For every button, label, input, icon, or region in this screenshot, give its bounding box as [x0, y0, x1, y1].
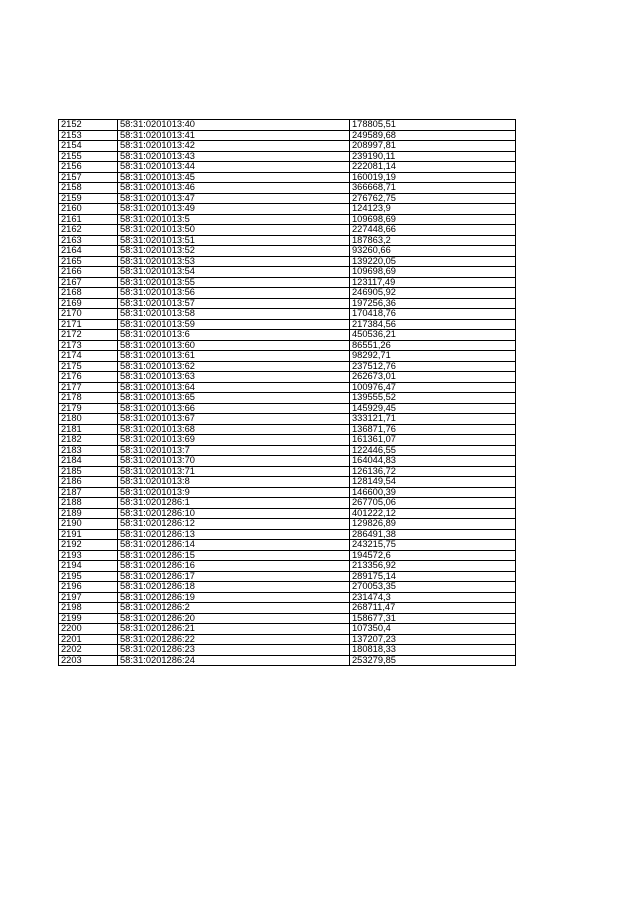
row-number-cell: 2186	[59, 477, 118, 488]
table-row	[59, 435, 516, 446]
row-number-cell: 2199	[59, 613, 118, 624]
row-number-cell: 2183	[59, 445, 118, 456]
cadastral-value-cell: 139220,05	[350, 256, 516, 267]
row-number-cell: 2188	[59, 498, 118, 509]
cadastral-value-cell: 243215,75	[350, 540, 516, 551]
cadastral-value-cell: 178805,51	[350, 120, 516, 131]
cadastral-number-cell: 58:31:0201286:18	[118, 582, 350, 593]
cadastral-value-cell: 93260,66	[350, 246, 516, 257]
cadastral-number-cell: 58:31:0201013:56	[118, 288, 350, 299]
cadastral-number-cell: 58:31:0201013:46	[118, 183, 350, 194]
table-row	[59, 624, 516, 635]
table-row	[59, 372, 516, 383]
row-number-cell: 2172	[59, 330, 118, 341]
cadastral-value-cell: 126136,72	[350, 466, 516, 477]
cadastral-number-cell: 58:31:0201286:10	[118, 508, 350, 519]
cadastral-number-cell: 58:31:0201013:64	[118, 382, 350, 393]
cadastral-value-cell: 401222,12	[350, 508, 516, 519]
row-number-cell: 2170	[59, 309, 118, 320]
cadastral-value-cell: 160019,19	[350, 172, 516, 183]
cadastral-value-cell: 213356,92	[350, 561, 516, 572]
row-number-cell: 2156	[59, 162, 118, 173]
row-number-cell: 2198	[59, 603, 118, 614]
cadastral-number-cell: 58:31:0201013:50	[118, 225, 350, 236]
table-row	[59, 487, 516, 498]
table-row	[59, 456, 516, 467]
cadastral-value-cell: 276762,75	[350, 193, 516, 204]
table-row	[59, 550, 516, 561]
cadastral-value-cell: 237512,76	[350, 361, 516, 372]
cadastral-number-cell: 58:31:0201013:70	[118, 456, 350, 467]
table-row	[59, 214, 516, 225]
row-number-cell: 2192	[59, 540, 118, 551]
cadastral-number-cell: 58:31:0201013:66	[118, 403, 350, 414]
row-number-cell: 2176	[59, 372, 118, 383]
table-row	[59, 582, 516, 593]
cadastral-value-cell: 450536,21	[350, 330, 516, 341]
row-number-cell: 2201	[59, 634, 118, 645]
cadastral-value-cell: 208997,81	[350, 141, 516, 152]
cadastral-value-cell: 161361,07	[350, 435, 516, 446]
table-row	[59, 130, 516, 141]
cadastral-value-cell: 164044,83	[350, 456, 516, 467]
row-number-cell: 2190	[59, 519, 118, 530]
cadastral-value-cell: 333121,71	[350, 414, 516, 425]
table-row	[59, 382, 516, 393]
cadastral-number-cell: 58:31:0201013:61	[118, 351, 350, 362]
row-number-cell: 2158	[59, 183, 118, 194]
cadastral-value-cell: 227448,66	[350, 225, 516, 236]
cadastral-value-cell: 217384,56	[350, 319, 516, 330]
table-row	[59, 561, 516, 572]
table-row	[59, 235, 516, 246]
cadastral-number-cell: 58:31:0201013:60	[118, 340, 350, 351]
cadastral-number-cell: 58:31:0201013:40	[118, 120, 350, 131]
table-row	[59, 613, 516, 624]
cadastral-number-cell: 58:31:0201286:24	[118, 655, 350, 666]
row-number-cell: 2165	[59, 256, 118, 267]
cadastral-number-cell: 58:31:0201013:49	[118, 204, 350, 215]
cadastral-number-cell: 58:31:0201286:2	[118, 603, 350, 614]
cadastral-number-cell: 58:31:0201013:57	[118, 298, 350, 309]
table-row	[59, 592, 516, 603]
cadastral-number-cell: 58:31:0201286:15	[118, 550, 350, 561]
cadastral-number-cell: 58:31:0201286:17	[118, 571, 350, 582]
table-row	[59, 309, 516, 320]
table-row	[59, 246, 516, 257]
row-number-cell: 2160	[59, 204, 118, 215]
table-row	[59, 120, 516, 131]
row-number-cell: 2193	[59, 550, 118, 561]
cadastral-number-cell: 58:31:0201286:12	[118, 519, 350, 530]
cadastral-value-cell: 137207,23	[350, 634, 516, 645]
cadastral-value-cell: 197256,36	[350, 298, 516, 309]
cadastral-number-cell: 58:31:0201013:51	[118, 235, 350, 246]
cadastral-value-cell: 146600,39	[350, 487, 516, 498]
row-number-cell: 2182	[59, 435, 118, 446]
row-number-cell: 2164	[59, 246, 118, 257]
cadastral-number-cell: 58:31:0201013:44	[118, 162, 350, 173]
cadastral-number-cell: 58:31:0201013:69	[118, 435, 350, 446]
table-row	[59, 571, 516, 582]
row-number-cell: 2175	[59, 361, 118, 372]
cadastral-number-cell: 58:31:0201013:59	[118, 319, 350, 330]
row-number-cell: 2169	[59, 298, 118, 309]
cadastral-value-cell: 289175,14	[350, 571, 516, 582]
cadastral-value-cell: 231474,3	[350, 592, 516, 603]
row-number-cell: 2177	[59, 382, 118, 393]
cadastral-value-cell: 109698,69	[350, 214, 516, 225]
cadastral-value-cell: 268711,47	[350, 603, 516, 614]
row-number-cell: 2187	[59, 487, 118, 498]
cadastral-number-cell: 58:31:0201013:47	[118, 193, 350, 204]
table-row	[59, 645, 516, 656]
table-row	[59, 477, 516, 488]
cadastral-value-cell: 124123,9	[350, 204, 516, 215]
cadastral-value-cell: 107350,4	[350, 624, 516, 635]
cadastral-number-cell: 58:31:0201286:1	[118, 498, 350, 509]
table-row	[59, 256, 516, 267]
table-row	[59, 519, 516, 530]
table-row	[59, 603, 516, 614]
table-row	[59, 162, 516, 173]
cadastral-number-cell: 58:31:0201013:65	[118, 393, 350, 404]
row-number-cell: 2152	[59, 120, 118, 131]
row-number-cell: 2181	[59, 424, 118, 435]
table-row	[59, 540, 516, 551]
table-row	[59, 445, 516, 456]
row-number-cell: 2157	[59, 172, 118, 183]
table-row	[59, 288, 516, 299]
table-body	[59, 120, 516, 666]
cadastral-number-cell: 58:31:0201013:55	[118, 277, 350, 288]
cadastral-value-cell: 267705,06	[350, 498, 516, 509]
table-row	[59, 424, 516, 435]
cadastral-number-cell: 58:31:0201286:19	[118, 592, 350, 603]
row-number-cell: 2195	[59, 571, 118, 582]
cadastral-number-cell: 58:31:0201013:41	[118, 130, 350, 141]
cadastral-number-cell: 58:31:0201286:13	[118, 529, 350, 540]
cadastral-number-cell: 58:31:0201013:58	[118, 309, 350, 320]
cadastral-value-cell: 246905,92	[350, 288, 516, 299]
row-number-cell: 2191	[59, 529, 118, 540]
table-row	[59, 414, 516, 425]
table-row	[59, 183, 516, 194]
cadastral-number-cell: 58:31:0201013:9	[118, 487, 350, 498]
cadastral-value-cell: 194572,6	[350, 550, 516, 561]
cadastral-number-cell: 58:31:0201013:8	[118, 477, 350, 488]
table-row	[59, 393, 516, 404]
cadastral-number-cell: 58:31:0201013:5	[118, 214, 350, 225]
cadastral-value-cell: 270053,35	[350, 582, 516, 593]
cadastral-value-cell: 128149,54	[350, 477, 516, 488]
cadastral-number-cell: 58:31:0201013:62	[118, 361, 350, 372]
cadastral-value-cell: 286491,38	[350, 529, 516, 540]
cadastral-number-cell: 58:31:0201286:21	[118, 624, 350, 635]
cadastral-number-cell: 58:31:0201013:7	[118, 445, 350, 456]
cadastral-value-cell: 145929,45	[350, 403, 516, 414]
cadastral-number-cell: 58:31:0201286:22	[118, 634, 350, 645]
row-number-cell: 2202	[59, 645, 118, 656]
cadastral-value-cell: 129826,89	[350, 519, 516, 530]
cadastral-value-cell: 122446,55	[350, 445, 516, 456]
cadastral-number-cell: 58:31:0201013:45	[118, 172, 350, 183]
cadastral-value-cell: 239190,11	[350, 151, 516, 162]
row-number-cell: 2154	[59, 141, 118, 152]
row-number-cell: 2200	[59, 624, 118, 635]
table-row	[59, 351, 516, 362]
row-number-cell: 2179	[59, 403, 118, 414]
table-row	[59, 277, 516, 288]
row-number-cell: 2196	[59, 582, 118, 593]
table-row	[59, 151, 516, 162]
cadastral-value-cell: 86551,26	[350, 340, 516, 351]
cadastral-value-table	[58, 119, 516, 666]
cadastral-value-cell: 187863,2	[350, 235, 516, 246]
cadastral-number-cell: 58:31:0201286:20	[118, 613, 350, 624]
cadastral-value-cell: 139555,52	[350, 393, 516, 404]
row-number-cell: 2203	[59, 655, 118, 666]
row-number-cell: 2178	[59, 393, 118, 404]
row-number-cell: 2166	[59, 267, 118, 278]
cadastral-number-cell: 58:31:0201013:71	[118, 466, 350, 477]
row-number-cell: 2168	[59, 288, 118, 299]
row-number-cell: 2180	[59, 414, 118, 425]
row-number-cell: 2167	[59, 277, 118, 288]
table-row	[59, 529, 516, 540]
cadastral-value-cell: 180818,33	[350, 645, 516, 656]
row-number-cell: 2173	[59, 340, 118, 351]
cadastral-number-cell: 58:31:0201286:16	[118, 561, 350, 572]
cadastral-value-cell: 100976,47	[350, 382, 516, 393]
table-row	[59, 340, 516, 351]
cadastral-number-cell: 58:31:0201013:53	[118, 256, 350, 267]
table-row	[59, 204, 516, 215]
table-row	[59, 330, 516, 341]
table-row	[59, 498, 516, 509]
table-row	[59, 403, 516, 414]
row-number-cell: 2184	[59, 456, 118, 467]
table-row	[59, 225, 516, 236]
cadastral-value-cell: 123117,49	[350, 277, 516, 288]
cadastral-number-cell: 58:31:0201013:42	[118, 141, 350, 152]
cadastral-value-cell: 109698,69	[350, 267, 516, 278]
cadastral-value-cell: 366668,71	[350, 183, 516, 194]
row-number-cell: 2189	[59, 508, 118, 519]
cadastral-number-cell: 58:31:0201013:6	[118, 330, 350, 341]
cadastral-number-cell: 58:31:0201013:54	[118, 267, 350, 278]
table-row	[59, 508, 516, 519]
table-row	[59, 298, 516, 309]
row-number-cell: 2161	[59, 214, 118, 225]
table-row	[59, 319, 516, 330]
row-number-cell: 2171	[59, 319, 118, 330]
row-number-cell: 2197	[59, 592, 118, 603]
cadastral-number-cell: 58:31:0201013:43	[118, 151, 350, 162]
row-number-cell: 2159	[59, 193, 118, 204]
row-number-cell: 2163	[59, 235, 118, 246]
table-row	[59, 141, 516, 152]
table-row	[59, 634, 516, 645]
table-row	[59, 193, 516, 204]
row-number-cell: 2194	[59, 561, 118, 572]
cadastral-number-cell: 58:31:0201286:23	[118, 645, 350, 656]
cadastral-number-cell: 58:31:0201013:52	[118, 246, 350, 257]
table-row	[59, 267, 516, 278]
cadastral-value-cell: 158677,31	[350, 613, 516, 624]
cadastral-value-cell: 170418,76	[350, 309, 516, 320]
cadastral-number-cell: 58:31:0201013:67	[118, 414, 350, 425]
cadastral-value-cell: 98292,71	[350, 351, 516, 362]
cadastral-value-cell: 253279,85	[350, 655, 516, 666]
table-row	[59, 655, 516, 666]
row-number-cell: 2185	[59, 466, 118, 477]
row-number-cell: 2153	[59, 130, 118, 141]
cadastral-number-cell: 58:31:0201013:63	[118, 372, 350, 383]
table-row	[59, 466, 516, 477]
row-number-cell: 2174	[59, 351, 118, 362]
row-number-cell: 2155	[59, 151, 118, 162]
table-row	[59, 361, 516, 372]
cadastral-value-cell: 136871,76	[350, 424, 516, 435]
cadastral-value-cell: 262673,01	[350, 372, 516, 383]
cadastral-number-cell: 58:31:0201013:68	[118, 424, 350, 435]
cadastral-value-cell: 249589,68	[350, 130, 516, 141]
table-row	[59, 172, 516, 183]
row-number-cell: 2162	[59, 225, 118, 236]
cadastral-number-cell: 58:31:0201286:14	[118, 540, 350, 551]
cadastral-value-cell: 222081,14	[350, 162, 516, 173]
